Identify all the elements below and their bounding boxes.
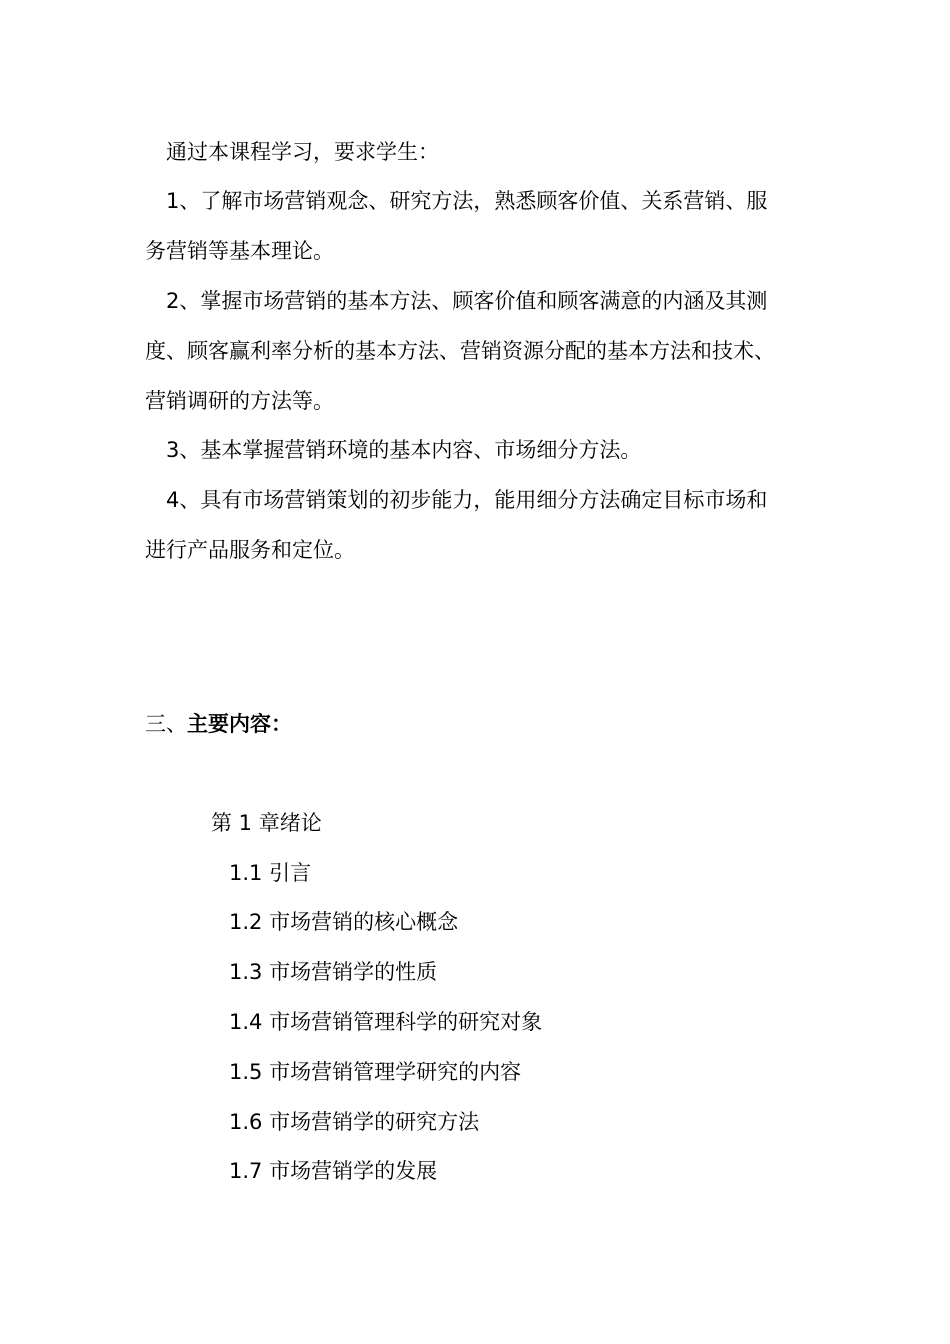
toc-item: 1.1 引言 — [229, 861, 312, 885]
intro-lead: 通过本课程学习，要求学生： — [166, 140, 439, 164]
objective-4-line-1: 4、具有市场营销策划的初步能力，能用细分方法确定目标市场和 — [166, 488, 768, 512]
objective-3-line-1: 3、基本掌握营销环境的基本内容、市场细分方法。 — [166, 438, 642, 462]
objective-2-line-1: 2、掌握市场营销的基本方法、顾客价值和顾客满意的内涵及其测 — [166, 289, 768, 313]
objective-4-line-2: 进行产品服务和定位。 — [145, 538, 355, 562]
toc-item: 1.4 市场营销管理科学的研究对象 — [229, 1010, 543, 1034]
toc-item: 1.6 市场营销学的研究方法 — [229, 1110, 480, 1134]
toc-item: 1.3 市场营销学的性质 — [229, 960, 438, 984]
section-heading — [145, 709, 292, 739]
objective-2-line-3: 营销调研的方法等。 — [145, 389, 334, 413]
section-title: 主要内容： — [187, 712, 292, 736]
toc-item: 1.7 市场营销学的发展 — [229, 1159, 438, 1183]
section-number: 三、 — [145, 712, 187, 736]
toc-item: 1.2 市场营销的核心概念 — [229, 910, 459, 934]
objective-1-line-2: 务营销等基本理论。 — [145, 239, 334, 263]
objective-2-line-2: 度、顾客赢利率分析的基本方法、营销资源分配的基本方法和技术、 — [145, 339, 775, 363]
objective-1-line-1: 1、了解市场营销观念、研究方法，熟悉顾客价值、关系营销、服 — [166, 189, 768, 213]
chapter-title: 第 1 章绪论 — [211, 811, 322, 835]
toc-item: 1.5 市场营销管理学研究的内容 — [229, 1060, 522, 1084]
